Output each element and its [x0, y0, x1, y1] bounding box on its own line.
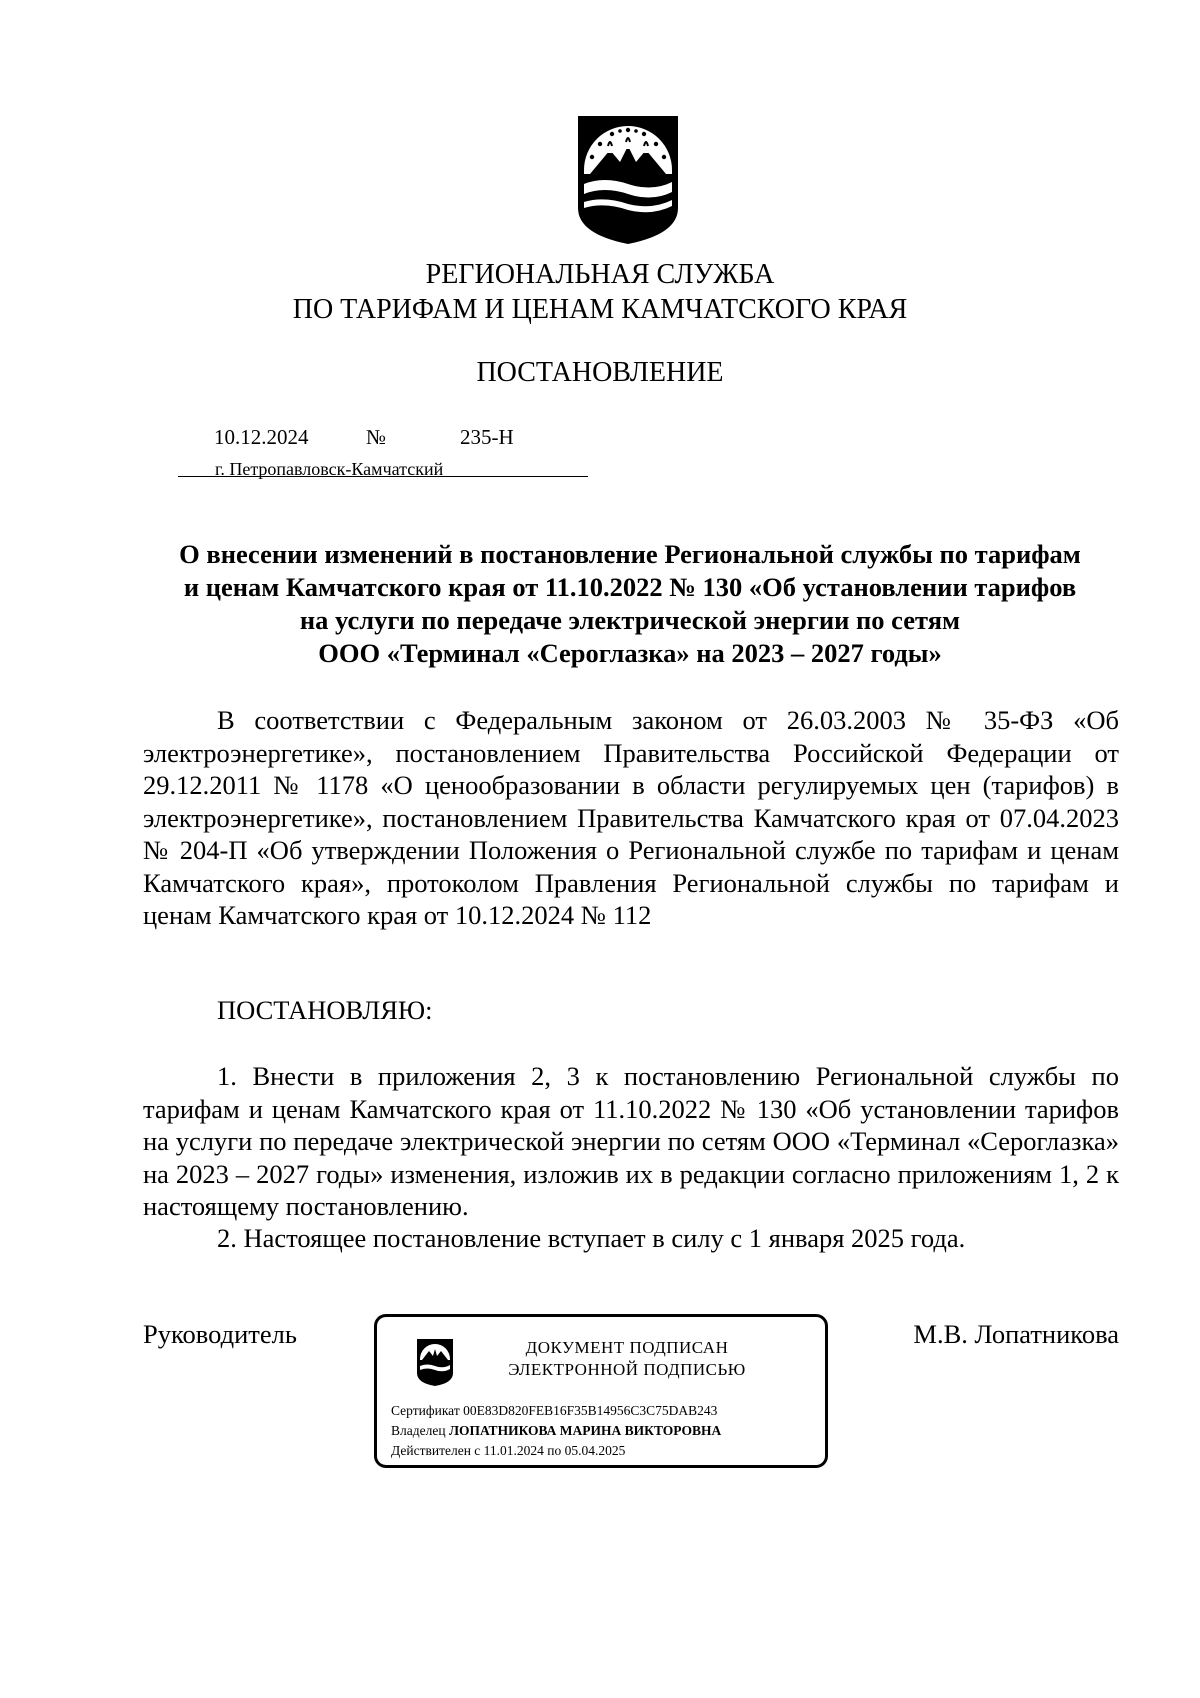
electronic-signature-stamp [374, 1314, 828, 1468]
decree-word: ПОСТАНОВЛЯЮ: [217, 995, 433, 1025]
stamp-validity [391, 1441, 625, 1460]
signer-name: М.В. Лопатникова [913, 1319, 1119, 1349]
legal-basis-paragraph: В соответствии с Федеральным законом от 26.03.2003 № 35-ФЗ «Об электроэнергетике», постановлением Правительства Российской Федерации от 29.12.2011 № 1178 «О ценообразовании в области регулируемых цен (тарифов) в электроэнергетике», постановлением Правительства Камчатского края от 07.04.2023 № 204-П «Об утверждении Положения о Региональной службе по тарифам и ценам Камчатского края», протоколом Правления Региональной службы по тарифам и ценам Камчатского края от 10.12.2024 № 112 [143, 705, 1119, 930]
decree-item-2: 2. Настоящее постановление вступает в силу с 1 января 2025 года. [217, 1223, 966, 1253]
document-title [140, 538, 1120, 670]
title-line: ООО «Терминал «Сероглазка» на 2023 – 2027 годы» [318, 638, 942, 668]
stamp-certificate-value: 00E83D820FEB16F35B14956C3C75DAB243 [463, 1403, 718, 1418]
stamp-owner-label: Владелец [391, 1423, 446, 1438]
document-city: г. Петропавловск-Камчатский [215, 459, 444, 479]
stamp-valid-from-label: Действителен с [391, 1443, 481, 1458]
org-name-line-1: РЕГИОНАЛЬНАЯ СЛУЖБА [425, 259, 775, 290]
stamp-valid-from: 11.01.2024 [483, 1443, 544, 1458]
title-line: на услуги по передаче электрической энергии по сетям [299, 605, 961, 635]
document-number: 235-Н [460, 425, 514, 449]
kamchatka-coat-of-arms-small-icon [415, 1337, 455, 1387]
document-type: ПОСТАНОВЛЕНИЕ [476, 357, 724, 388]
title-line: и ценам Камчатского края от 11.10.2022 № 130 «Об установлении тарифов [183, 572, 1077, 602]
document-number-label: № [366, 425, 387, 449]
org-name-line-2: ПО ТАРИФАМ И ЦЕНАМ КАМЧАТСКОГО КРАЯ [292, 294, 908, 325]
stamp-certificate-label: Сертификат [391, 1403, 460, 1418]
title-line: О внесении изменений в постановление Региональной службы по тарифам [179, 539, 1081, 569]
stamp-valid-to-label: по [547, 1443, 562, 1458]
stamp-certificate [391, 1401, 717, 1420]
document-date: 10.12.2024 [214, 425, 309, 449]
kamchatka-coat-of-arms-icon [574, 112, 682, 246]
stamp-owner-value: ЛОПАТНИКОВА МАРИНА ВИКТОРОВНА [448, 1423, 722, 1438]
signer-role: Руководитель [143, 1319, 297, 1349]
stamp-title-line-2: ЭЛЕКТРОННОЙ ПОДПИСЬЮ [508, 1360, 746, 1379]
stamp-valid-to: 05.04.2025 [564, 1443, 626, 1458]
stamp-title-line-1: ДОКУМЕНТ ПОДПИСАН [525, 1338, 729, 1357]
decree-item-1: 1. Внести в приложения 2, 3 к постановлению Региональной службы по тарифам и ценам Камчатского края от 11.10.2022 № 130 «Об установлении тарифов на услуги по передаче электрической энергии по сетям ООО «Терминал «Сероглазка» на 2023 – 2027 годы» изменения, изложив их в редакции согласно приложениям 1, 2 к настоящему постановлению. [143, 1061, 1119, 1221]
stamp-owner [391, 1421, 721, 1440]
stamp-title [477, 1337, 777, 1381]
